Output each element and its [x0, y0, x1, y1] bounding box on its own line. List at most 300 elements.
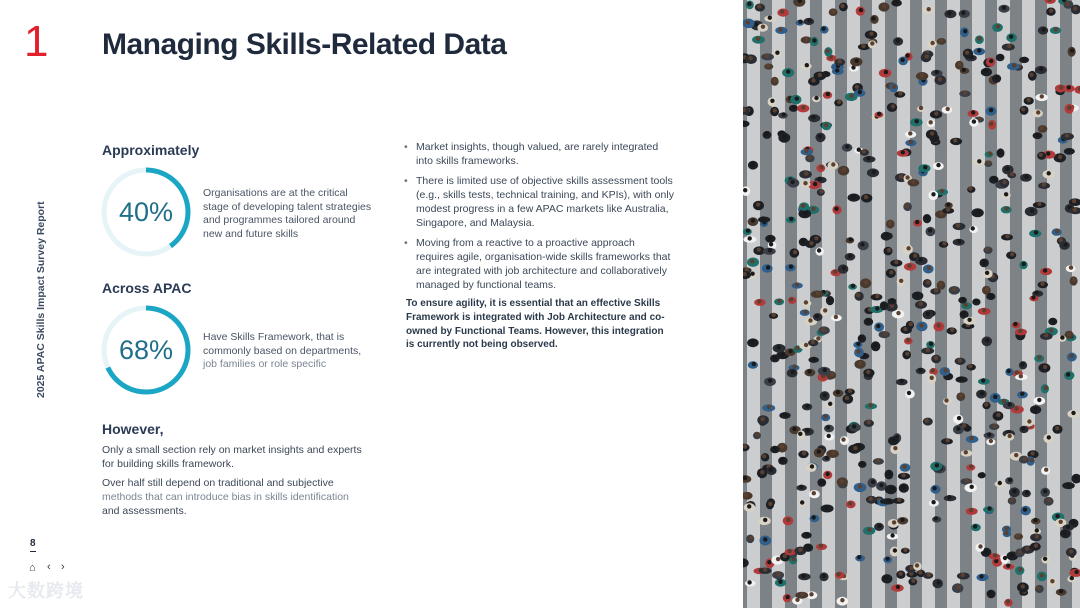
person-head	[892, 520, 896, 524]
person-head	[919, 302, 923, 306]
person-head	[936, 580, 940, 584]
person-head	[1007, 369, 1011, 373]
person-head	[769, 242, 773, 246]
person-head	[901, 485, 905, 489]
person-head	[830, 372, 834, 376]
person-head	[905, 204, 909, 208]
stat-1-text	[203, 187, 373, 241]
crosswalk-stripe	[947, 0, 960, 608]
person-head	[1012, 489, 1016, 493]
person-head	[872, 170, 876, 174]
person-head	[767, 405, 771, 409]
person-head	[875, 306, 879, 310]
person-head	[979, 574, 983, 578]
person-head	[985, 338, 989, 342]
person-head	[804, 343, 808, 347]
person-head	[837, 100, 841, 104]
person-head	[1015, 370, 1019, 374]
person-head	[780, 9, 784, 13]
person-head	[919, 323, 923, 327]
person-head	[1010, 252, 1014, 256]
person-head	[743, 444, 747, 448]
person-head	[788, 349, 792, 353]
person-head	[935, 463, 939, 467]
prev-page-icon[interactable]: ‹	[47, 561, 51, 573]
person-head	[861, 44, 865, 48]
person-head	[931, 368, 935, 372]
person-head	[1012, 63, 1016, 67]
person-head	[1023, 507, 1027, 511]
crosswalk-stripe	[1022, 0, 1035, 608]
person-head	[1071, 411, 1075, 415]
person-head	[969, 436, 973, 440]
person-head	[750, 340, 754, 344]
person-head	[1035, 528, 1039, 532]
person-head	[977, 37, 981, 41]
conclusion-text: To ensure agility, it is essential that an effective Skills Framework is integrated with Job Architecture and co-owned by Functional Teams. However, this integration is currently not being observed.	[406, 298, 665, 351]
person-head	[760, 470, 764, 474]
person-head	[821, 27, 825, 31]
person-head	[871, 16, 875, 20]
person-head	[808, 155, 812, 159]
person-head	[1047, 435, 1051, 439]
person-head	[903, 548, 907, 552]
person-head	[896, 311, 900, 315]
person-head	[858, 90, 862, 94]
person-head	[825, 472, 829, 476]
person-head	[869, 32, 873, 36]
person-head	[1047, 171, 1051, 175]
person-head	[947, 495, 951, 499]
person-head	[756, 202, 760, 206]
person-head	[1023, 456, 1027, 460]
person-head	[925, 418, 929, 422]
person-head	[1059, 85, 1063, 89]
person-head	[935, 70, 939, 74]
person-head	[944, 398, 948, 402]
person-head	[940, 189, 944, 193]
person-head	[1070, 49, 1074, 53]
person-head	[1034, 230, 1038, 234]
person-head	[823, 368, 827, 372]
person-head	[970, 485, 974, 489]
person-head	[950, 328, 954, 332]
person-head	[811, 78, 815, 82]
person-head	[791, 370, 795, 374]
person-head	[817, 177, 821, 181]
person-head	[1004, 192, 1008, 196]
person-head	[820, 165, 824, 169]
person-head	[887, 471, 891, 475]
person-head	[812, 357, 816, 361]
person-head	[786, 518, 790, 522]
person-head	[789, 217, 793, 221]
person-head	[915, 119, 919, 123]
person-head	[855, 59, 859, 63]
person-head	[977, 159, 981, 163]
person-head	[783, 554, 787, 558]
person-head	[1030, 208, 1034, 212]
person-head	[747, 580, 751, 584]
person-head	[961, 573, 965, 577]
person-head	[816, 336, 820, 340]
person-head	[926, 312, 930, 316]
person-head	[1019, 374, 1023, 378]
person-head	[961, 11, 965, 15]
person-head	[1009, 35, 1013, 39]
person-head	[942, 241, 946, 245]
person-head	[762, 454, 766, 458]
person-head	[823, 393, 827, 397]
person-head	[805, 429, 809, 433]
person-head	[946, 107, 950, 111]
person-head	[1025, 547, 1029, 551]
person-head	[826, 425, 830, 429]
person-head	[873, 343, 877, 347]
person-head	[956, 585, 960, 589]
person-head	[849, 237, 853, 241]
however-para-2-start: Over half still depend on traditional and subjective	[102, 477, 334, 489]
person-head	[808, 318, 812, 322]
person-head	[989, 59, 993, 63]
person-head	[899, 174, 903, 178]
person-head	[864, 195, 868, 199]
person-head	[1067, 106, 1071, 110]
person-head	[1072, 278, 1076, 282]
person-head	[817, 248, 821, 252]
person-head	[993, 553, 997, 557]
person-head	[1008, 402, 1012, 406]
person-head	[1047, 498, 1051, 502]
person-head	[835, 68, 839, 72]
person-head	[877, 524, 881, 528]
person-head	[795, 282, 799, 286]
person-head	[782, 112, 786, 116]
person-head	[790, 180, 794, 184]
person-head	[887, 248, 891, 252]
person-head	[985, 271, 989, 275]
person-head	[1055, 514, 1059, 518]
person-head	[901, 150, 905, 154]
person-head	[837, 572, 841, 576]
person-head	[984, 549, 988, 553]
person-head	[804, 300, 808, 304]
person-head	[893, 0, 897, 4]
person-head	[840, 4, 844, 8]
person-head	[1002, 180, 1006, 184]
person-head	[811, 207, 815, 211]
person-head	[757, 248, 761, 252]
person-head	[934, 111, 938, 115]
stat-1-heading: Approximately	[102, 142, 200, 158]
person-head	[804, 171, 808, 175]
person-head	[869, 497, 873, 501]
crowd-crosswalk-photo	[743, 0, 1080, 608]
person-head	[953, 138, 957, 142]
person-head	[918, 368, 922, 372]
person-head	[968, 364, 972, 368]
person-head	[1046, 151, 1050, 155]
person-head	[876, 324, 880, 328]
next-page-icon[interactable]: ›	[61, 561, 65, 573]
person-head	[934, 516, 938, 520]
person-head	[746, 229, 750, 233]
person-head	[958, 358, 962, 362]
person-head	[1040, 573, 1044, 577]
person-head	[996, 413, 1000, 417]
person-head	[898, 572, 902, 576]
person-head	[1031, 295, 1035, 299]
person-head	[1020, 362, 1024, 366]
person-head	[1024, 175, 1028, 179]
person-head	[963, 91, 967, 95]
person-head	[1039, 153, 1043, 157]
list-item: • There is limited use of objective skills assessment tools (e.g., skills tests, technical training, and KPIs), with only modest progress in a few APAC markets like Australia, Singapore, and Malaysia.	[403, 174, 675, 230]
person-head	[964, 450, 968, 454]
person-head	[831, 162, 835, 166]
crosswalk-stripe	[997, 0, 1010, 608]
person-head	[1003, 556, 1007, 560]
person-head	[803, 310, 807, 314]
person-head	[885, 233, 889, 237]
person-head	[882, 303, 886, 307]
person-head	[767, 236, 771, 240]
person-head	[1037, 355, 1041, 359]
person-head	[987, 161, 991, 165]
person-head	[911, 180, 915, 184]
person-head	[1042, 183, 1046, 187]
person-head	[1006, 600, 1010, 604]
person-head	[867, 420, 871, 424]
person-head	[810, 464, 814, 468]
person-head	[831, 9, 835, 13]
person-head	[980, 391, 984, 395]
person-head	[988, 151, 992, 155]
person-head	[747, 2, 751, 6]
person-head	[860, 461, 864, 465]
person-head	[906, 338, 910, 342]
person-head	[989, 122, 993, 126]
person-head	[938, 282, 942, 286]
person-head	[780, 352, 784, 356]
person-head	[972, 119, 976, 123]
person-head	[746, 20, 750, 24]
person-head	[973, 524, 977, 528]
person-head	[768, 379, 772, 383]
person-head	[934, 288, 938, 292]
person-head	[827, 434, 831, 438]
person-head	[807, 545, 811, 549]
person-head	[956, 223, 960, 227]
person-head	[1018, 567, 1022, 571]
person-head	[815, 314, 819, 318]
person-head	[1054, 27, 1058, 31]
person-head	[1039, 67, 1043, 71]
person-head	[868, 403, 872, 407]
person-head	[967, 318, 971, 322]
person-head	[1058, 155, 1062, 159]
person-head	[856, 349, 860, 353]
list-item: • Market insights, though valued, are rarely integrated into skills frameworks.	[403, 140, 675, 168]
person-head	[907, 264, 911, 268]
person-head	[807, 18, 811, 22]
person-head	[792, 105, 796, 109]
person-head	[798, 548, 802, 552]
person-head	[946, 202, 950, 206]
person-head	[1004, 531, 1008, 535]
person-head	[824, 123, 828, 127]
person-head	[743, 476, 747, 480]
person-head	[943, 368, 947, 372]
person-head	[971, 226, 975, 230]
person-head	[750, 259, 754, 263]
person-head	[1071, 520, 1075, 524]
person-head	[752, 362, 756, 366]
person-head	[1007, 44, 1011, 48]
person-head	[927, 572, 931, 576]
person-head	[893, 548, 897, 552]
person-head	[995, 75, 999, 79]
person-head	[929, 342, 933, 346]
person-head	[1014, 406, 1018, 410]
stat-2-text-muted: job families or role specific	[203, 358, 327, 370]
person-head	[769, 468, 773, 472]
section-number: 1	[24, 17, 49, 66]
person-head	[834, 315, 838, 319]
person-head	[998, 150, 1002, 154]
person-head	[999, 54, 1003, 58]
however-para-1: Only a small section rely on market insights and experts for building skills framework.	[102, 444, 362, 470]
person-head	[1044, 333, 1048, 337]
person-head	[855, 85, 859, 89]
person-head	[893, 446, 897, 450]
person-head	[800, 500, 804, 504]
person-head	[1036, 586, 1040, 590]
person-head	[826, 92, 830, 96]
person-head	[1059, 589, 1063, 593]
person-head	[789, 265, 793, 269]
person-head	[811, 340, 815, 344]
person-head	[927, 266, 931, 270]
person-head	[866, 319, 870, 323]
person-head	[757, 299, 761, 303]
person-head	[756, 37, 760, 41]
person-head	[890, 298, 894, 302]
person-head	[799, 485, 803, 489]
person-head	[1005, 526, 1009, 530]
person-head	[911, 579, 915, 583]
person-head	[996, 24, 1000, 28]
person-head	[969, 464, 973, 468]
person-head	[811, 115, 815, 119]
person-head	[1044, 468, 1048, 472]
person-head	[1055, 426, 1059, 430]
person-head	[840, 598, 844, 602]
person-head	[1069, 265, 1073, 269]
person-head	[884, 70, 888, 74]
person-head	[821, 327, 825, 331]
person-head	[812, 515, 816, 519]
person-head	[1010, 553, 1014, 557]
person-head	[849, 94, 853, 98]
person-head	[765, 54, 769, 58]
person-head	[1013, 322, 1017, 326]
person-head	[1030, 451, 1034, 455]
home-icon[interactable]: ⌂	[29, 562, 36, 574]
person-head	[987, 432, 991, 436]
person-head	[828, 402, 832, 406]
person-head	[763, 568, 767, 572]
key-findings-list	[403, 140, 675, 298]
person-head	[905, 175, 909, 179]
person-head	[1018, 329, 1022, 333]
however-heading: However,	[102, 421, 164, 437]
person-head	[1034, 543, 1038, 547]
person-head	[978, 544, 982, 548]
person-head	[851, 284, 855, 288]
person-head	[1022, 262, 1026, 266]
person-head	[1005, 234, 1009, 238]
person-head	[773, 78, 777, 82]
person-head	[804, 37, 808, 41]
person-head	[931, 500, 935, 504]
person-head	[807, 369, 811, 373]
person-head	[1021, 426, 1025, 430]
person-head	[891, 438, 895, 442]
person-head	[1067, 148, 1071, 152]
person-head	[856, 342, 860, 346]
person-head	[984, 402, 988, 406]
person-head	[909, 140, 913, 144]
person-head	[805, 63, 809, 67]
person-head	[1029, 73, 1033, 77]
person-head	[867, 528, 871, 532]
person-head	[751, 218, 755, 222]
person-head	[798, 432, 802, 436]
person-head	[859, 335, 863, 339]
person-head	[778, 580, 782, 584]
person-head	[800, 592, 804, 596]
person-head	[793, 250, 797, 254]
person-head	[927, 7, 931, 11]
person-head	[1010, 172, 1014, 176]
person-head	[926, 280, 930, 284]
person-head	[845, 396, 849, 400]
person-head	[780, 445, 784, 449]
person-head	[969, 508, 973, 512]
person-head	[768, 248, 772, 252]
person-head	[962, 68, 966, 72]
stat-2-text	[203, 331, 373, 372]
person-head	[813, 182, 817, 186]
person-head	[900, 58, 904, 62]
person-head	[992, 177, 996, 181]
person-head	[828, 297, 832, 301]
person-head	[1072, 199, 1076, 203]
person-head	[1074, 570, 1078, 574]
person-head	[870, 41, 874, 45]
person-head	[905, 352, 909, 356]
person-head	[750, 162, 754, 166]
person-head	[766, 265, 770, 269]
person-head	[988, 591, 992, 595]
person-head	[930, 376, 934, 380]
person-head	[766, 63, 770, 67]
person-head	[1029, 458, 1033, 462]
person-head	[750, 272, 754, 276]
person-head	[899, 279, 903, 283]
person-head	[768, 502, 772, 506]
